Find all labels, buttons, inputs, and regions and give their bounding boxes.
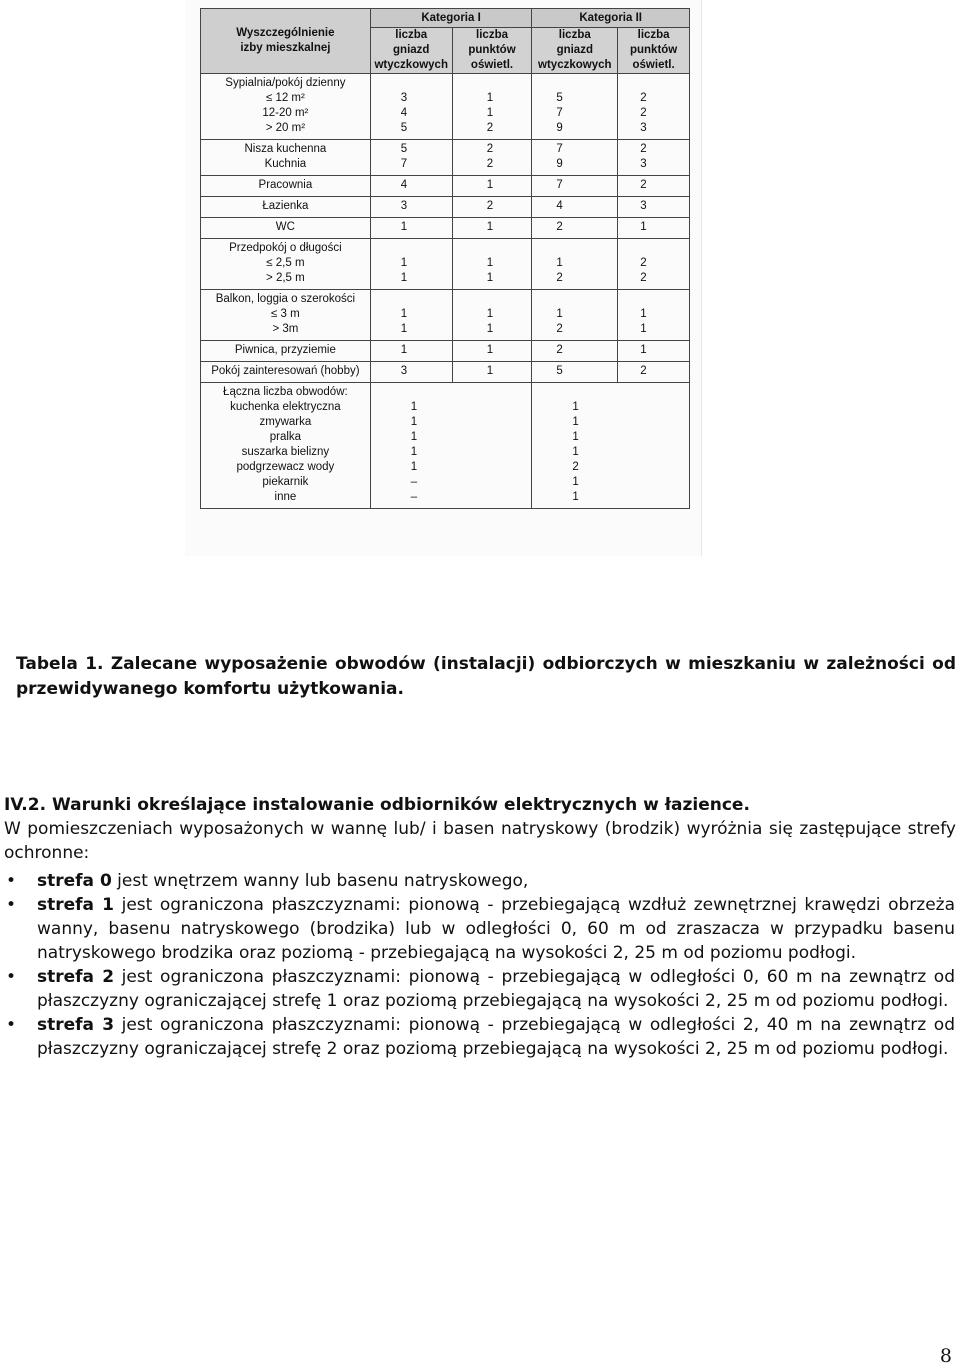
table-cell: 3	[618, 197, 690, 218]
table-row	[201, 341, 690, 362]
intro-paragraph: W pomieszczeniach wyposażonych w wannę lub/ i basen natryskowy (brodzik) wyróżnia się zastępujące strefy ochronne:	[4, 819, 956, 863]
table-cell: 7 9	[532, 140, 618, 176]
bullet-icon: •	[6, 967, 17, 987]
table-cell: 1	[452, 341, 532, 362]
table-cell: 1 2	[532, 290, 618, 341]
table-row	[201, 362, 690, 383]
zone-description: jest ograniczona płaszczyznami: pionową - przebiegającą wzdłuż zewnętrznej krawędzi obrzeża wanny, basenu natryskowego (brodzika) lub w odległości 0, 60 m od zraszacza w przypadku basenu natryskowego brodzika oraz poziomą - przebiegającą na wysokości 2, 25 m od poziomu podłogi.	[37, 895, 955, 963]
protection-zones-list	[0, 869, 960, 1061]
table-row	[201, 74, 690, 140]
table-row	[201, 197, 690, 218]
equipment-table	[200, 8, 690, 509]
room-label: WC	[201, 218, 371, 239]
table-cell: 4	[532, 197, 618, 218]
table-cell: 2	[618, 362, 690, 383]
room-label: Łazienka	[201, 197, 371, 218]
table-caption: Tabela 1. Zalecane wyposażenie obwodów (instalacji) odbiorczych w mieszkaniu w zależności od przewidywanego komfortu użytkowania.	[16, 654, 956, 699]
section-title: IV.2. Warunki określające instalowanie odbiorników elektrycznych w łazience.	[4, 795, 750, 815]
table-cell: 1 2	[532, 239, 618, 290]
zone-term: strefa 2	[37, 967, 115, 987]
column-header: liczba punktów oświetl.	[452, 28, 532, 74]
page-number: 8	[939, 1345, 952, 1367]
room-label: Piwnica, przyziemie	[201, 341, 371, 362]
table-cell: 3	[370, 362, 452, 383]
table-cell: 1 1	[452, 239, 532, 290]
table-cell: 1 1	[452, 290, 532, 341]
zone-term: strefa 1	[37, 895, 114, 915]
table-cell: 7	[532, 176, 618, 197]
zone-description: jest ograniczona płaszczyznami: pionową - przebiegającą w odległości 0, 60 m na zewnątrz od płaszczyzny ograniczającej strefę 1 oraz poziomą przebiegającą na wysokości 2, 25 m od poziomu podłogi.	[37, 967, 955, 1011]
category-2-header: Kategoria II	[532, 9, 690, 28]
table-corner-header: Wyszczególnienie izby mieszkalnej	[201, 9, 371, 74]
table-cell: 1 1	[618, 290, 690, 341]
column-header: liczba gniazd wtyczkowych	[532, 28, 618, 74]
table-cell: 1 1 2	[452, 74, 532, 140]
zone-item	[0, 893, 955, 965]
summary-category-1: 1 1 1 1 1 – –	[370, 383, 532, 509]
table-cell: 1 1	[370, 239, 452, 290]
table-row	[201, 290, 690, 341]
room-label: Sypialnia/pokój dzienny ≤ 12 m² 12-20 m² > 20 m²	[201, 74, 371, 140]
zone-item	[0, 1013, 955, 1061]
table-cell: 3	[370, 197, 452, 218]
summary-label: Łączna liczba obwodów: kuchenka elektryczna zmywarka pralka suszarka bielizny podgrzewacz wody piekarnik inne	[201, 383, 371, 509]
table-cell: 1	[452, 176, 532, 197]
table-cell: 5 7	[370, 140, 452, 176]
room-label: Pracownia	[201, 176, 371, 197]
scanned-table-image	[185, 0, 702, 556]
table-cell: 2 2	[452, 140, 532, 176]
table-cell: 2	[618, 176, 690, 197]
table-row	[201, 239, 690, 290]
table-cell: 2 2	[618, 239, 690, 290]
table-row	[201, 140, 690, 176]
table-cell: 3 4 5	[370, 74, 452, 140]
summary-row	[201, 383, 690, 509]
zone-term: strefa 3	[37, 1015, 115, 1035]
table-cell: 1	[618, 341, 690, 362]
table-row	[201, 176, 690, 197]
zone-item	[0, 869, 955, 893]
category-1-header: Kategoria I	[370, 9, 532, 28]
summary-category-2: 1 1 1 1 2 1 1	[532, 383, 690, 509]
table-cell: 1 1	[370, 290, 452, 341]
table-cell: 2	[452, 197, 532, 218]
bullet-icon: •	[6, 895, 17, 915]
room-label: Pokój zainteresowań (hobby)	[201, 362, 371, 383]
table-cell: 5 7 9	[532, 74, 618, 140]
room-label: Nisza kuchenna Kuchnia	[201, 140, 371, 176]
bullet-icon: •	[6, 1015, 17, 1035]
column-header: liczba punktów oświetl.	[618, 28, 690, 74]
table-cell: 5	[532, 362, 618, 383]
table-cell: 1	[452, 362, 532, 383]
table-cell: 2	[532, 218, 618, 239]
table-cell: 1	[370, 341, 452, 362]
table-cell: 2 2 3	[618, 74, 690, 140]
table-cell: 4	[370, 176, 452, 197]
table-cell: 1	[618, 218, 690, 239]
table-cell: 2	[532, 341, 618, 362]
table-cell: 2 3	[618, 140, 690, 176]
zone-description: jest wnętrzem wanny lub basenu natryskowego,	[111, 871, 529, 891]
table-cell: 1	[452, 218, 532, 239]
column-header: liczba gniazd wtyczkowych	[370, 28, 452, 74]
table-row	[201, 218, 690, 239]
zone-description: jest ograniczona płaszczyznami: pionową - przebiegającą w odległości 2, 40 m na zewnątrz od płaszczyzny ograniczającej strefę 2 oraz poziomą przebiegającą na wysokości 2, 25 m od poziomu podłogi.	[37, 1015, 955, 1059]
zone-item	[0, 965, 955, 1013]
room-label: Balkon, loggia o szerokości ≤ 3 m > 3m	[201, 290, 371, 341]
bullet-icon: •	[6, 871, 17, 891]
zone-term: strefa 0	[37, 871, 112, 891]
table-cell: 1	[370, 218, 452, 239]
room-label: Przedpokój o długości ≤ 2,5 m > 2,5 m	[201, 239, 371, 290]
